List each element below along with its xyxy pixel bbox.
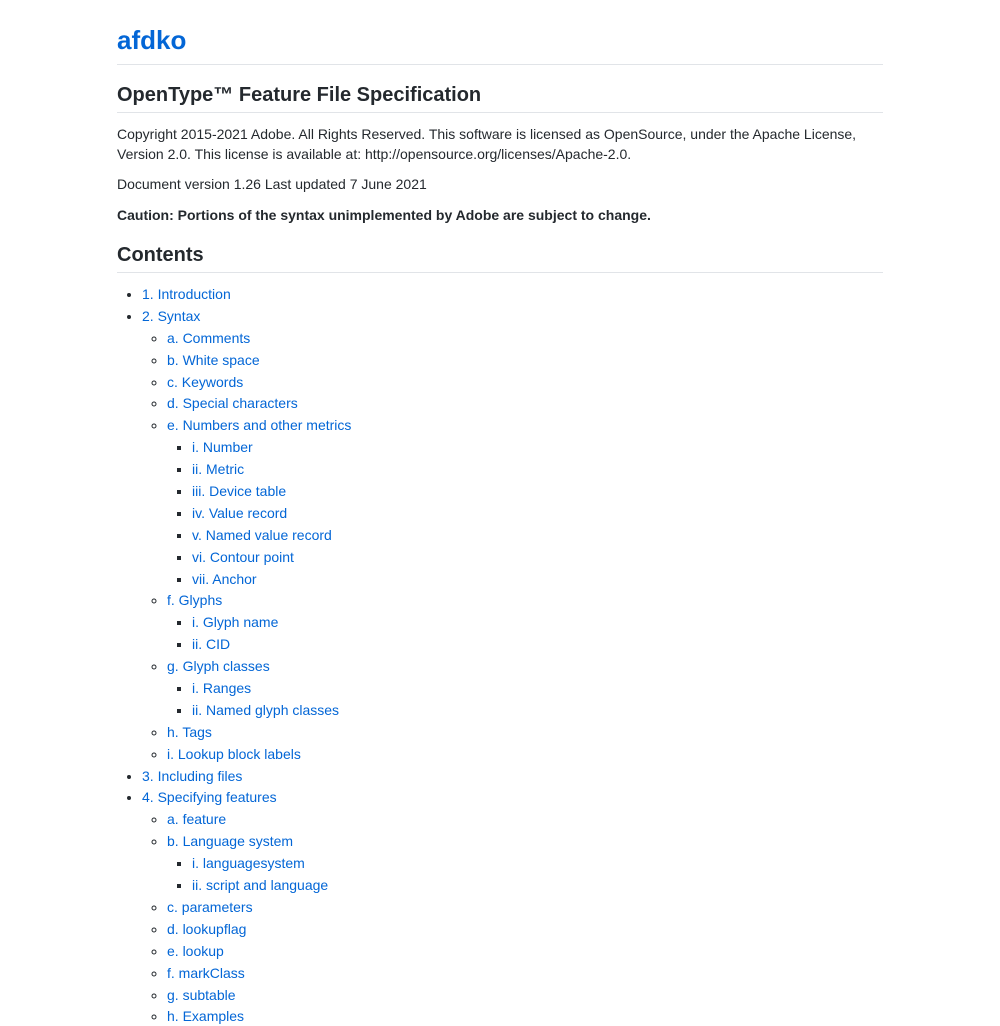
toc-item (167, 964, 883, 983)
toc-link[interactable]: i. Ranges (192, 680, 252, 697)
contents-heading: Contents (117, 244, 204, 266)
page-title: OpenType™ Feature File Specification (117, 84, 482, 106)
toc-link[interactable]: ii. script and language (192, 877, 329, 894)
toc-item (192, 679, 883, 698)
toc-item (167, 723, 883, 742)
toc-link[interactable]: 3. Including files (142, 767, 243, 784)
toc-link[interactable]: d. lookupflag (167, 920, 247, 937)
toc-link[interactable]: i. Glyph name (192, 614, 279, 631)
toc-link[interactable]: a. feature (167, 811, 227, 828)
toc-item (167, 745, 883, 764)
toc-item (192, 438, 883, 457)
toc-link[interactable]: e. Numbers and other metrics (167, 417, 352, 434)
page-container (117, 0, 883, 1026)
toc-item (142, 307, 883, 764)
toc-item (192, 570, 883, 589)
toc-item (167, 394, 883, 413)
toc-link[interactable]: d. Special characters (167, 395, 298, 412)
toc-link[interactable]: i. languagesystem (192, 855, 305, 872)
toc-item (167, 373, 883, 392)
toc-sublist (167, 613, 883, 654)
toc-item (192, 854, 883, 873)
toc-item (167, 591, 883, 654)
toc-item (192, 504, 883, 523)
toc-link[interactable]: v. Named value record (192, 526, 332, 543)
caution-text: Caution: Portions of the syntax unimplemented by Adobe are subject to change. (117, 206, 651, 223)
toc-link[interactable]: b. Language system (167, 833, 294, 850)
toc-item (192, 526, 883, 545)
toc-item (167, 416, 883, 588)
toc-item (167, 832, 883, 895)
toc-item (142, 788, 883, 1026)
toc-link[interactable]: iv. Value record (192, 504, 288, 521)
toc-link[interactable]: iii. Device table (192, 483, 287, 500)
toc-link[interactable]: ii. CID (192, 636, 231, 653)
toc-item (142, 285, 883, 304)
toc-link[interactable]: g. subtable (167, 986, 236, 1003)
toc-link[interactable]: i. Lookup block labels (167, 745, 301, 762)
toc-item (167, 942, 883, 961)
toc-item (167, 657, 883, 720)
toc-link[interactable]: h. Tags (167, 723, 212, 740)
toc-link[interactable]: 4. Specifying features (142, 789, 277, 806)
toc-link[interactable]: ii. Metric (192, 461, 245, 478)
toc-item (167, 920, 883, 939)
toc-link[interactable]: f. markClass (167, 964, 245, 981)
toc-item (192, 460, 883, 479)
toc-item (167, 351, 883, 370)
toc-link[interactable]: vii. Anchor (192, 570, 257, 587)
toc-link[interactable]: vi. Contour point (192, 548, 294, 565)
toc-sublist (167, 438, 883, 588)
toc-sublist (167, 854, 883, 895)
toc-sublist (142, 329, 883, 764)
toc-link[interactable]: i. Number (192, 439, 253, 456)
header-divider (117, 64, 883, 65)
toc-link[interactable]: e. lookup (167, 942, 224, 959)
toc-sublist (142, 810, 883, 1026)
toc-item (192, 635, 883, 654)
table-of-contents (117, 285, 883, 1026)
toc-item (167, 986, 883, 1005)
toc-item (142, 767, 883, 786)
toc-link[interactable]: 2. Syntax (142, 307, 201, 324)
site-title-link[interactable]: afdko (117, 25, 187, 55)
contents-divider (117, 272, 883, 273)
toc-link[interactable]: b. White space (167, 351, 260, 368)
toc-item (167, 329, 883, 348)
version-text: Document version 1.26 Last updated 7 June 2021 (117, 176, 427, 192)
toc-item (192, 548, 883, 567)
toc-item (192, 613, 883, 632)
toc-item (192, 701, 883, 720)
toc-sublist (167, 679, 883, 720)
title-divider (117, 112, 883, 113)
toc-link[interactable]: a. Comments (167, 329, 251, 346)
toc-link[interactable]: f. Glyphs (167, 592, 223, 609)
toc-link[interactable]: c. Keywords (167, 373, 244, 390)
toc-item (167, 1007, 883, 1026)
toc-item (192, 876, 883, 895)
toc-link[interactable]: h. Examples (167, 1008, 245, 1025)
toc-item (192, 482, 883, 501)
toc-link[interactable]: ii. Named glyph classes (192, 701, 340, 718)
toc-link[interactable]: g. Glyph classes (167, 658, 270, 675)
toc-link[interactable]: c. parameters (167, 898, 253, 915)
toc-link[interactable]: 1. Introduction (142, 286, 231, 302)
toc-item (167, 898, 883, 917)
toc-item (167, 810, 883, 829)
copyright-text: Copyright 2015-2021 Adobe. All Rights Reserved. This software is licensed as OpenSource, under the Apache License, Version 2.0. This license is available at: http://opensource.org/licenses/Apache-2.0. (117, 126, 857, 162)
